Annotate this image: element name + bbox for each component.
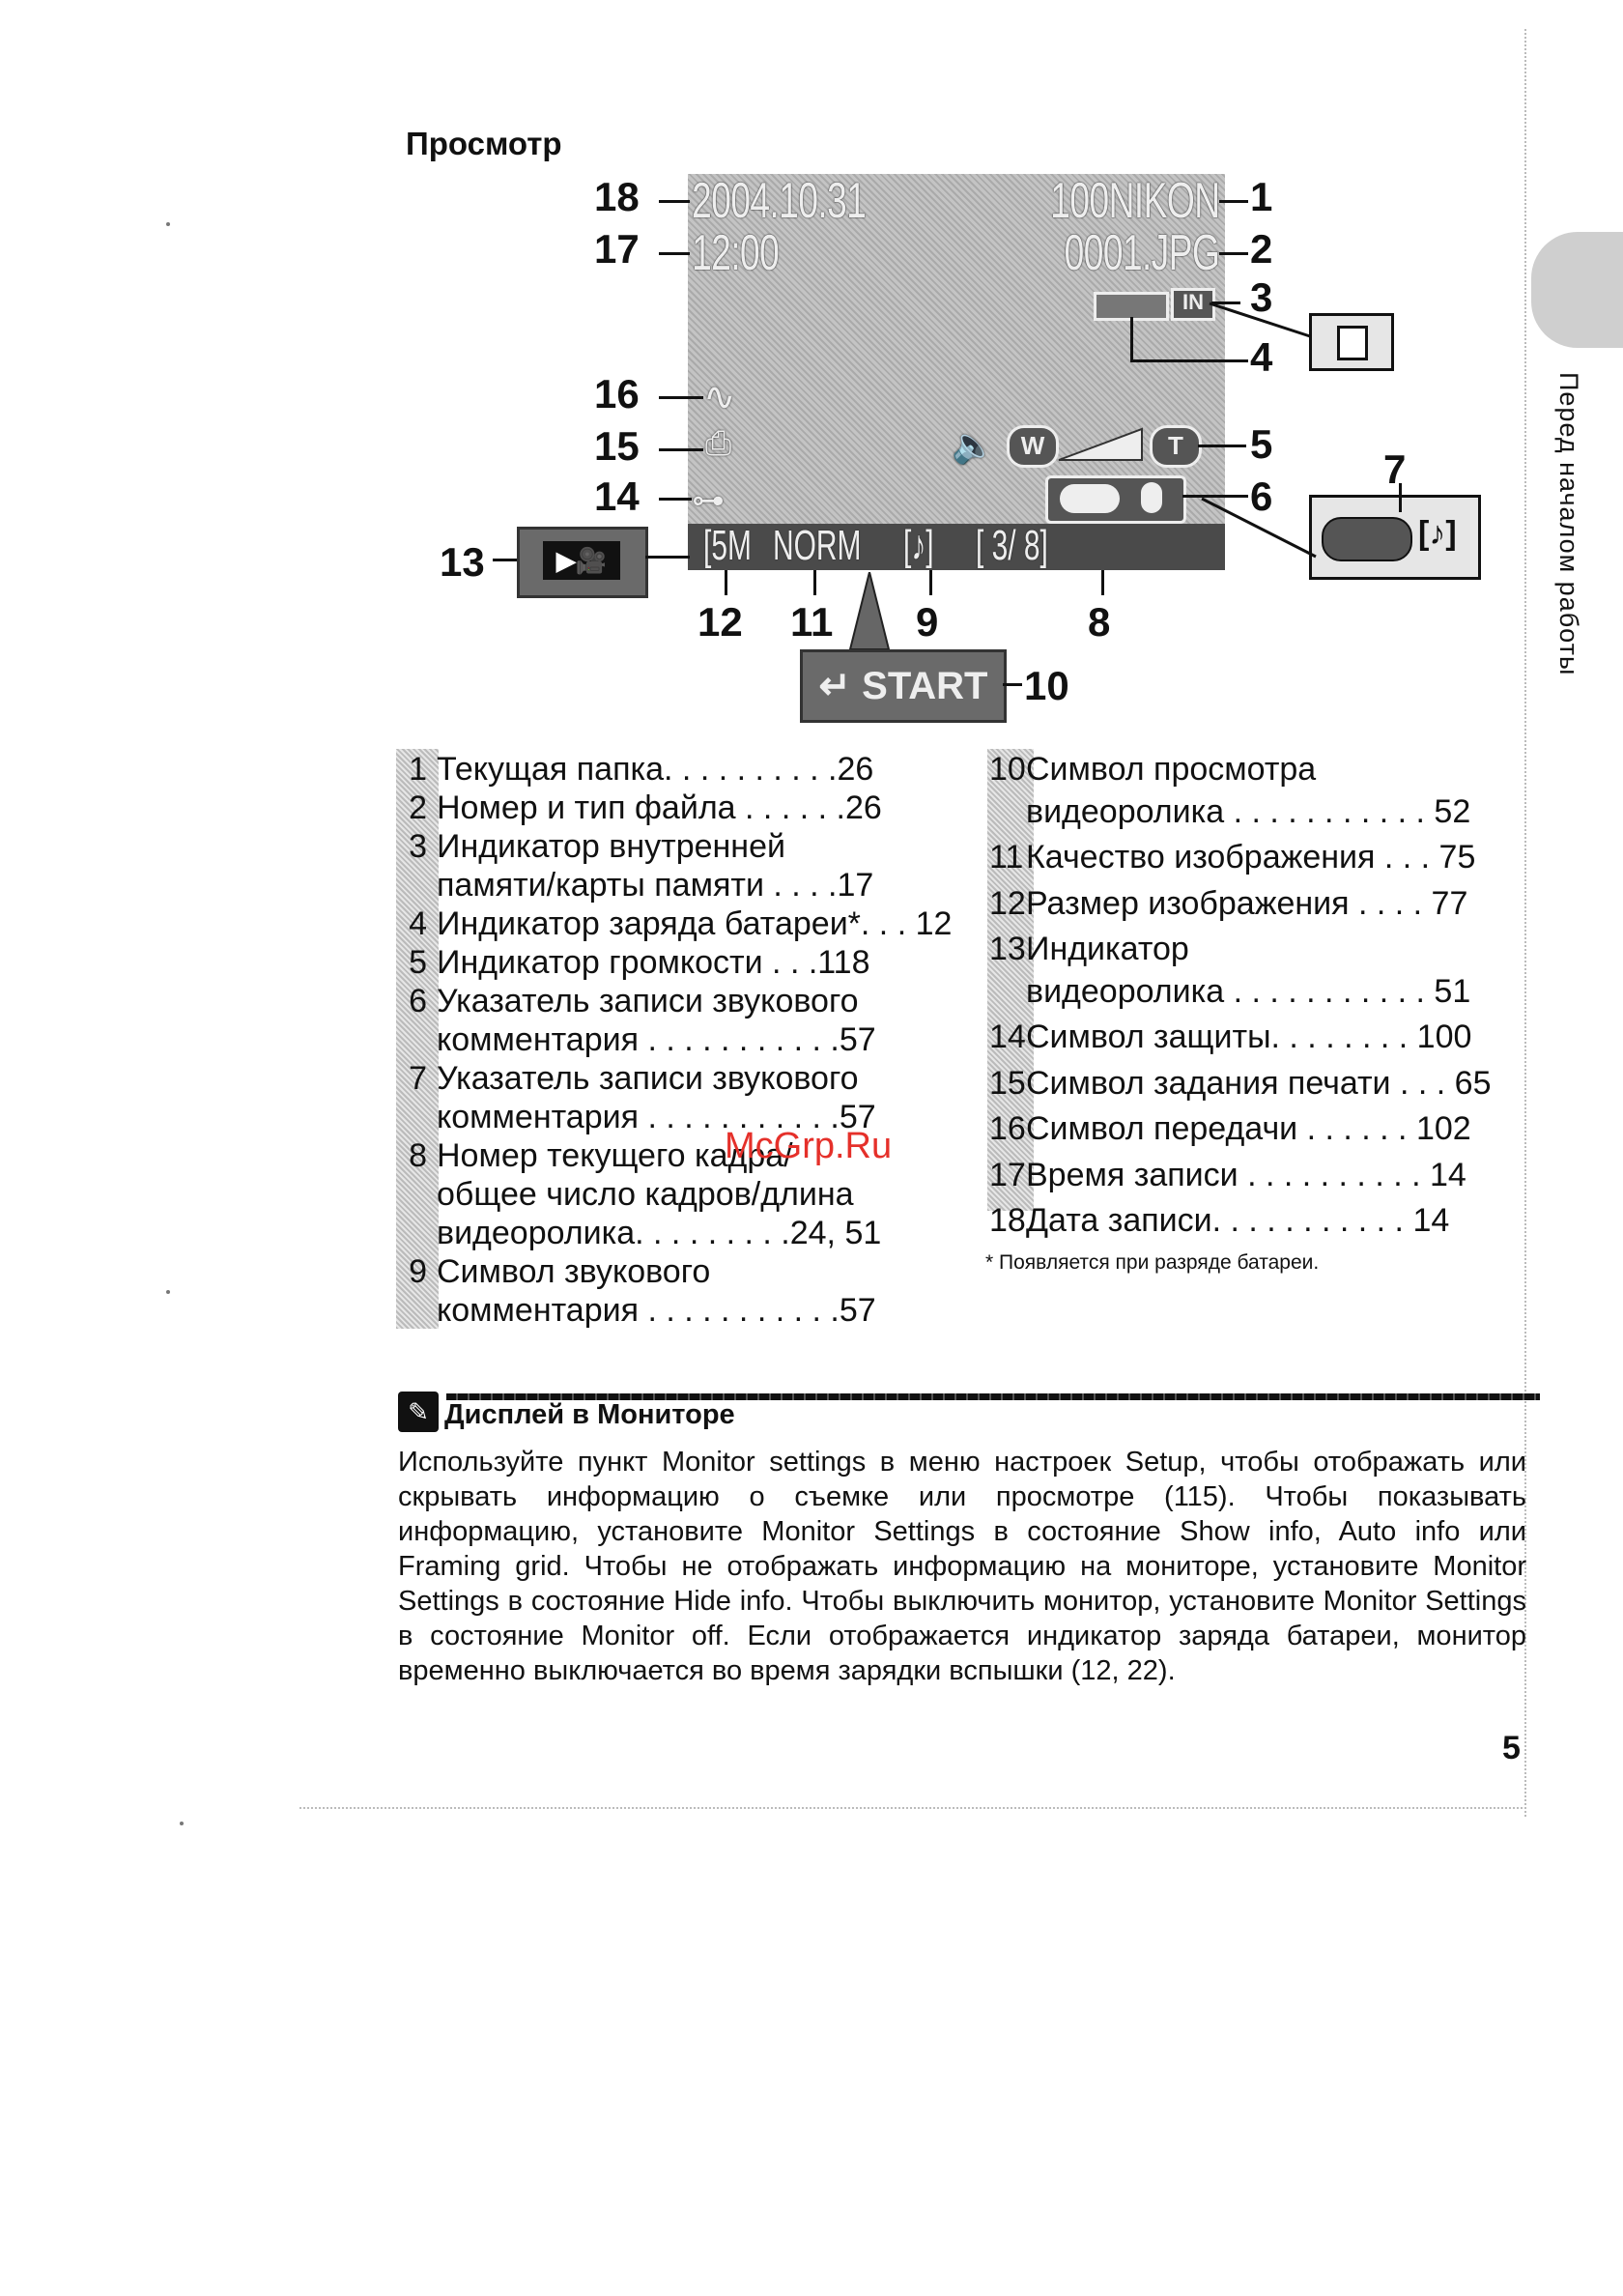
legend-number: 16 — [989, 1110, 1026, 1147]
legend-line — [400, 1214, 881, 1252]
leader-4 — [1130, 359, 1248, 362]
legend-number: 18 — [989, 1202, 1026, 1239]
legend-text: Символ задания печати . . . 65 — [1026, 1064, 1492, 1102]
callout-10: 10 — [1024, 663, 1069, 708]
bottom-rule — [299, 1807, 1526, 1809]
leader-2 — [1219, 252, 1248, 255]
legend-text: Текущая папка. . . . . . . . . .26 — [437, 751, 874, 788]
legend-line — [400, 1252, 710, 1291]
callout-1: 1 — [1250, 174, 1273, 219]
legend-text: Индикатор громкости . . .118 — [437, 944, 870, 981]
voice-memo-symbol-icon: [♪] — [903, 522, 934, 569]
leader-16 — [659, 396, 703, 399]
legend-number: 7 — [409, 1060, 427, 1097]
callout-17: 17 — [594, 226, 640, 272]
memory-card-callout — [1309, 313, 1394, 371]
start-label: START — [862, 665, 988, 707]
legend-line — [400, 1175, 854, 1214]
osd-folder: 100NIKON — [1049, 173, 1219, 229]
legend-text: видеоролика . . . . . . . . . . . 52 — [1026, 792, 1471, 830]
legend-line — [400, 750, 873, 789]
legend-number: 17 — [989, 1156, 1026, 1193]
callout-12: 12 — [698, 599, 743, 645]
legend-text: Указатель записи звукового — [437, 1060, 859, 1097]
leader-13 — [645, 556, 690, 559]
wide-icon: W — [1007, 425, 1059, 468]
legend-line — [989, 1201, 1449, 1240]
legend-number: 14 — [989, 1019, 1026, 1055]
callout-16: 16 — [594, 371, 640, 416]
scan-speck — [166, 1290, 170, 1294]
legend-text: Номер текущего кадра/ — [437, 1137, 793, 1174]
sound-symbol-icon: [♪] — [1418, 515, 1457, 552]
callout-2: 2 — [1250, 226, 1273, 272]
start-button-icon: ↵ START — [800, 649, 1007, 723]
legend-number: 1 — [409, 751, 427, 788]
callout-7: 7 — [1383, 446, 1407, 492]
osd-image-size: [5M — [703, 522, 752, 569]
leader-5 — [1198, 445, 1246, 447]
legend-text: видеоролика . . . . . . . . . . . 51 — [1026, 972, 1471, 1010]
legend-text: комментария . . . . . . . . . . .57 — [437, 1099, 876, 1135]
legend-text: Символ передачи . . . . . . 102 — [1026, 1110, 1471, 1147]
callout-18: 18 — [594, 174, 640, 219]
osd-counter: [ 3/ 8] — [976, 522, 1048, 569]
callout-15: 15 — [594, 423, 640, 469]
legend-line — [989, 750, 1316, 789]
callout-6: 6 — [1250, 474, 1273, 519]
legend-line — [989, 1109, 1471, 1148]
legend-number: 2 — [409, 789, 427, 826]
osd-time: 12:00 — [692, 225, 780, 281]
legend-text: Символ просмотра — [1026, 751, 1317, 788]
movie-indicator — [517, 527, 648, 598]
legend-number: 6 — [409, 983, 427, 1019]
pencil-note-icon: ✎ — [398, 1392, 439, 1432]
legend-line — [989, 1018, 1471, 1056]
legend-line — [989, 972, 1470, 1011]
legend-line — [989, 1064, 1492, 1103]
legend-number: 13 — [989, 931, 1026, 967]
monitor-status-bar — [688, 524, 1225, 570]
legend-text: комментария . . . . . . . . . . .57 — [437, 1021, 876, 1058]
watermark: McGrp.Ru — [725, 1126, 893, 1166]
legend-number: 3 — [409, 828, 427, 865]
legend-text: Качество изображения . . . 75 — [1026, 839, 1476, 875]
legend-line — [989, 838, 1475, 876]
legend-text: Индикатор внутренней — [437, 828, 785, 865]
legend-text: общее число кадров/длина — [437, 1176, 854, 1213]
legend-line — [989, 792, 1470, 831]
legend-text: Индикатор — [1026, 931, 1189, 967]
legend-line — [989, 1156, 1466, 1194]
legend-number: 15 — [989, 1064, 1026, 1102]
leader-9 — [929, 570, 932, 595]
section-title: Просмотр — [406, 126, 562, 161]
legend-line — [400, 866, 873, 904]
leader-17 — [659, 252, 690, 255]
voice-memo-callout — [1309, 495, 1481, 580]
legend-text: Номер и тип файла . . . . . .26 — [437, 789, 882, 826]
leader-13-left — [493, 559, 517, 561]
memory-card-icon — [1337, 326, 1368, 360]
legend-text: видеоролика. . . . . . . . .24, 51 — [437, 1215, 882, 1251]
legend-number: 8 — [409, 1137, 427, 1174]
legend-text: Размер изображения . . . . 77 — [1026, 884, 1468, 922]
chapter-tab-label: Перед началом работы — [1554, 372, 1583, 676]
legend-line — [989, 884, 1467, 923]
footnote: * Появляется при разряде батареи. — [985, 1251, 1320, 1274]
legend-text: комментария . . . . . . . . . . .57 — [437, 1292, 876, 1329]
chapter-tab — [1531, 232, 1623, 348]
legend-text: Время записи . . . . . . . . . . 14 — [1026, 1156, 1466, 1193]
leader-1 — [1219, 200, 1248, 203]
legend-text: памяти/карты памяти . . . .17 — [437, 867, 874, 904]
callout-3: 3 — [1250, 274, 1273, 320]
callout-9: 9 — [916, 599, 939, 645]
leader-8 — [1101, 570, 1104, 595]
leader-18 — [659, 200, 690, 203]
scan-speck — [180, 1822, 184, 1825]
protect-key-icon: ⊶ — [692, 482, 725, 519]
legend-number: 10 — [989, 751, 1026, 788]
speaker-icon: 🔈 — [952, 425, 995, 465]
legend-line — [400, 904, 952, 943]
callout-5: 5 — [1250, 421, 1273, 467]
movie-icon: ▶🎥 — [543, 541, 620, 580]
legend-text: Символ защиты. . . . . . . . 100 — [1026, 1019, 1472, 1055]
legend-line — [400, 1059, 859, 1098]
scan-speck — [166, 222, 170, 226]
microphone-icon — [1141, 482, 1162, 513]
legend-text: Дата записи. . . . . . . . . . . 14 — [1026, 1202, 1450, 1239]
counter-value: 3/ 8 — [991, 522, 1040, 569]
leader-10 — [1003, 683, 1022, 686]
legend-text: Индикатор заряда батареи*. . . 12 — [437, 905, 953, 942]
internal-memory-icon: IN — [1171, 288, 1215, 321]
callout-8: 8 — [1088, 599, 1111, 645]
leader-4-vertical — [1130, 317, 1133, 361]
print-icon: ⎙ — [705, 425, 732, 462]
voice-playback-icon — [1322, 517, 1412, 561]
legend-text: Указатель записи звукового — [437, 983, 859, 1019]
legend-line — [400, 1291, 876, 1330]
note-paragraph: Используйте пункт Monitor settings в меню настроек Setup, чтобы отображать или скрывать информацию о съемке или просмотре (115). Чтобы показывать информацию, установите Monitor Settings в состояние Show info, Auto info или Framing grid. Чтобы не отображать информацию на мониторе, установите Monitor Settings в состояние Hide info. Чтобы выключить монитор, установите Monitor Settings в состояние Monitor off. Если отображается индикатор заряда батареи, монитор временно выключается во время зарядки вспышки (12, 22). — [398, 1447, 1526, 1686]
callout-13: 13 — [440, 539, 485, 585]
legend-number: 9 — [409, 1253, 427, 1290]
legend-line — [400, 1020, 876, 1059]
legend-number: 11 — [989, 839, 1024, 875]
legend-number: 5 — [409, 944, 427, 981]
voice-record-icon — [1060, 484, 1120, 513]
leader-14 — [659, 498, 692, 501]
page-number: 5 — [1502, 1730, 1521, 1766]
leader-11 — [813, 570, 816, 595]
note-title: Дисплей в Мониторе — [444, 1399, 735, 1430]
tele-icon: T — [1150, 425, 1202, 468]
legend-line — [400, 827, 785, 866]
volume-bar-icon — [1057, 427, 1146, 462]
legend-line — [400, 943, 870, 982]
voice-memo-indicator — [1045, 475, 1186, 524]
osd-date: 2004.10.31 — [692, 173, 867, 229]
legend-text: Символ звукового — [437, 1253, 711, 1290]
leader-15 — [659, 448, 703, 451]
image-size-value: 5M — [711, 522, 752, 569]
legend-number: 12 — [989, 884, 1026, 922]
callout-14: 14 — [594, 474, 640, 519]
legend-line — [400, 789, 882, 827]
transfer-icon: ∿ — [703, 376, 736, 418]
osd-file: 0001.JPG — [1064, 225, 1219, 281]
legend-number: 4 — [409, 905, 427, 942]
legend-line — [400, 982, 859, 1020]
callout-4: 4 — [1250, 334, 1273, 380]
legend-line — [989, 930, 1189, 968]
osd-quality: NORM — [773, 522, 862, 569]
callout-11: 11 — [790, 599, 834, 645]
leader-12 — [725, 570, 727, 595]
